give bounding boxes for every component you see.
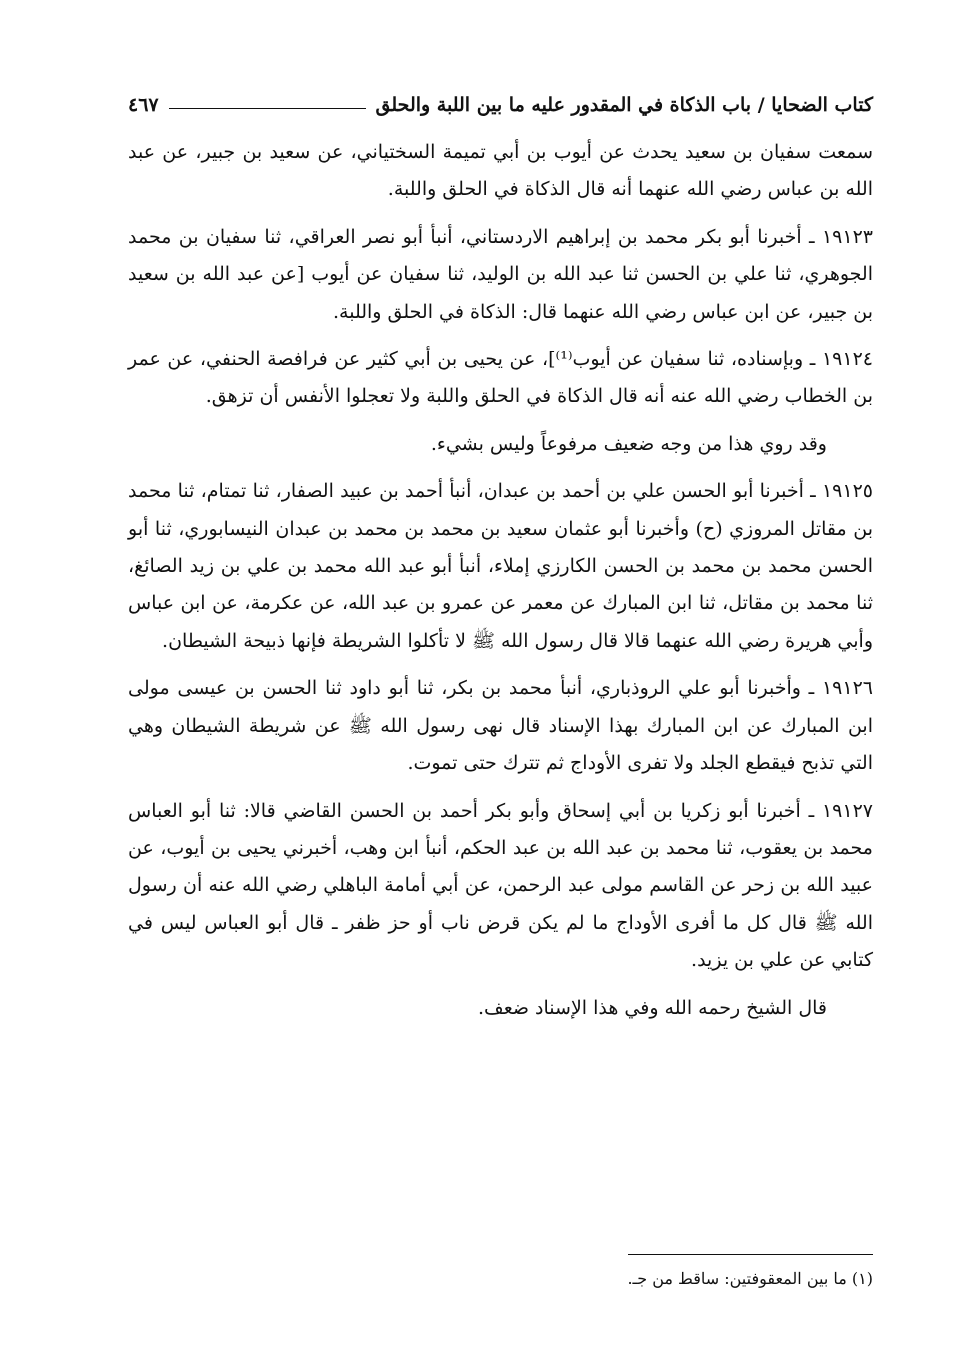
page-number: ٤٦٧	[128, 94, 159, 116]
page	[128, 88, 873, 1037]
body-text	[128, 134, 873, 1027]
hadith-19124: ١٩١٢٤ ـ وبإسناده، ثنا سفيان عن أيوب⁽¹⁾]، عن يحيى بن أبي كثير عن فرافصة الحنفي، عن عمر بن الخطاب رضي الله عنه أنه قال الذكاة في الحلق واللبة ولا تعجلوا الأنفس أن تزهق.	[128, 348, 873, 408]
hadith-19127: ١٩١٢٧ ـ أخبرنا أبو زكريا بن أبي إسحاق وأبو بكر أحمد بن الحسن القاضي قالا: ثنا أبو العباس محمد بن يعقوب، ثنا محمد بن عبد الله بن عبد الحكم، أنبأ ابن وهب، أخبرني يحيى بن أيوب، عن عبيد الله بن زحر عن القاسم مولى عبد الرحمن، عن أبي أمامة الباهلي رضي الله عنه أن رسول الله ﷺ قال كل ما أفرى الأوداج ما لم يكن قرض ناب أو حز ظفر ـ قال أبو العباس ليس في كتابي عن علي بن يزيد.	[128, 799, 873, 972]
hadith-19126: ١٩١٢٦ ـ وأخبرنا أبو علي الروذباري، أنبأ محمد بن بكر، ثنا أبو داود ثنا الحسن بن عيسى مولى ابن المبارك عن ابن المبارك بهذا الإسناد قال نهى رسول الله ﷺ عن شريطة الشيطان وهي التي تذبح فيقطع الجلد ولا تفرى الأوداج ثم تترك حتى تموت.	[128, 677, 873, 775]
paragraph: سمعت سفيان بن سعيد يحدث عن أيوب بن أبي تميمة السختياني، عن سعيد بن جبير، عن عبد الله بن عباس رضي الله عنهما أنه قال الذكاة في الحلق واللبة.	[128, 141, 873, 201]
comment-line: وقد روي هذا من وجه ضعيف مرفوعاً وليس بشيء.	[430, 432, 827, 455]
footnote-separator	[628, 1254, 873, 1255]
header-title: كتاب الضحايا / باب الذكاة في المقدور عليه ما بين اللبة والحلق	[375, 94, 873, 116]
hadith-19123: ١٩١٢٣ ـ أخبرنا أبو بكر محمد بن إبراهيم الاردستاني، أنبأ أبو نصر العراقي، ثنا سفيان بن محمد الجوهري، ثنا علي بن الحسن ثنا عبد الله بن الوليد، ثنا سفيان عن أيوب [عن عبد الله بن سعيد بن جبير، عن ابن عباس رضي الله عنهما قال: الذكاة في الحلق واللبة.	[128, 225, 873, 323]
running-header	[128, 88, 873, 122]
footnote: (١) ما بين المعقوفتين: ساقط من جـ.	[627, 1269, 873, 1288]
hadith-19125: ١٩١٢٥ ـ أخبرنا أبو الحسن علي بن أحمد بن عبدان، أنبأ أحمد بن عبيد الصفار، ثنا تمتام، ثنا محمد بن مقاتل المروزي (ح) وأخبرنا أبو عثمان سعيد بن محمد بن محمد بن عبدان النيسابوري، ثنا أبو الحسن محمد بن محمد بن الحسن الكارزي إملاء، أنبأ أبو عبد الله محمد بن علي بن زيد الصائغ، ثنا محمد بن مقاتل، ثنا ابن المبارك عن معمر عن عمرو بن عبد الله، عن عكرمة، عن ابن عباس وأبي هريرة رضي الله عنهما قالا قال رسول الله ﷺ لا تأكلوا الشريطة فإنها ذبيحة الشيطان.	[128, 480, 873, 652]
header-rule	[169, 108, 366, 109]
sheikh-comment: قال الشيخ رحمه الله وفي هذا الإسناد ضعف.	[478, 996, 827, 1019]
